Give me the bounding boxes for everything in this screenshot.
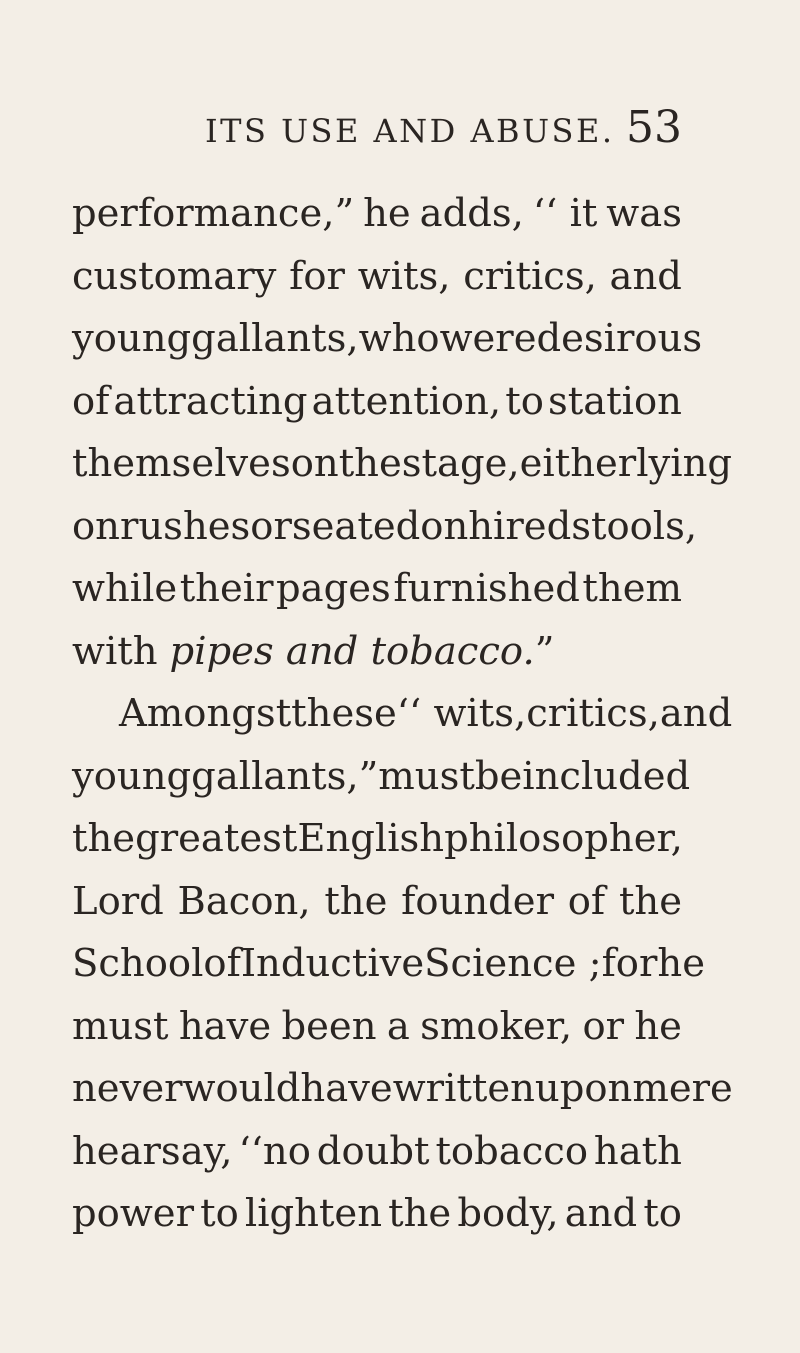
word: gallants,” [191,753,379,799]
word: or [250,503,292,549]
word: Amongst [119,691,292,736]
word: and [659,691,733,736]
word: smoker, [420,1003,573,1049]
word: greatest [135,816,298,861]
word: must [378,753,475,799]
word: mere [632,1066,733,1111]
word: hearsay, [72,1128,233,1174]
word: lighten [244,1191,382,1236]
word: the [388,1191,452,1236]
word: would [182,1066,301,1111]
word: a [386,1003,410,1049]
word: ‘‘no [238,1128,311,1174]
word: while [72,566,178,611]
text-line [72,621,682,684]
word: never [72,1066,183,1111]
word: of [72,378,110,424]
word: attention, [311,378,502,424]
word: founder [401,878,554,924]
word: have [300,1066,393,1111]
word: the [618,878,682,924]
word: were [439,316,537,361]
closing-quote: ” [534,628,555,674]
word: performance,” [72,191,355,236]
text-line [72,246,682,309]
word: ‘‘ it [532,191,598,236]
word: tobacco [435,1128,589,1174]
word: of [567,878,606,924]
word: pages [276,566,391,611]
text-line [72,308,703,371]
word: on [290,441,339,486]
text-line [72,371,682,434]
word: stools, [571,503,698,549]
word: the [338,441,402,486]
word: station [548,378,682,424]
word: or [582,1003,625,1049]
word: for [601,941,658,986]
word: English [297,816,445,861]
word: to [200,1191,239,1236]
word: adds, [419,191,524,236]
word: included [522,753,691,799]
word: lying [636,441,733,486]
word: on [72,503,120,549]
running-title: ITS USE AND ABUSE. [205,112,615,150]
word: gallants, [191,316,359,361]
word: with [72,628,158,674]
word: either [519,441,637,486]
word: been [281,1003,377,1049]
text-line [72,996,682,1059]
word: he [363,191,411,236]
word: must [72,1003,169,1049]
word: critics, [526,691,660,736]
word: rushes [119,503,251,549]
word: themselves [72,441,291,486]
word: of [203,941,241,986]
word: Science ; [424,941,602,986]
word: furnished [393,566,580,611]
word: who [358,316,440,361]
text-line [72,933,705,996]
word: hath [593,1128,682,1174]
text-line [72,808,682,871]
word: stage, [401,441,520,486]
word: philosopher, [444,816,683,861]
word: doubt [316,1128,430,1174]
word: School [72,941,204,986]
word: written [392,1066,535,1111]
word: on [420,503,469,549]
word: their [179,566,274,611]
text-line [72,496,698,559]
word: and [609,253,682,299]
word: wits, [357,253,451,299]
text-line [72,1121,682,1184]
word: Bacon, [177,878,311,924]
word: young [72,753,192,799]
word: these [291,691,397,736]
word: and [564,1191,638,1236]
text-line [72,746,691,809]
word: young [72,316,192,361]
word: hired [468,503,572,549]
word: the [324,878,388,924]
word: desirous [536,316,703,361]
text-line [72,558,682,621]
running-head [0,102,800,158]
text-line [72,871,682,934]
text-line [72,683,733,746]
word: upon [534,1066,633,1111]
page-number: 53 [626,102,682,153]
word: attracting [113,378,308,424]
word: to [505,378,544,424]
word: seated [291,503,421,549]
word: them [582,566,682,611]
word: be [474,753,523,799]
word: he [634,1003,682,1049]
body-text [72,183,733,1246]
word: Inductive [240,941,425,986]
word: was [606,191,682,236]
word: for [289,253,345,299]
word: ‘‘ wits, [396,691,527,736]
text-line [72,1058,733,1121]
word: to [643,1191,682,1236]
text-line [72,1183,682,1246]
word: Lord [72,878,164,924]
word: power [72,1191,194,1236]
word: have [178,1003,272,1049]
word: he [657,941,705,986]
word: the [72,816,136,861]
text-line [72,433,733,496]
word: critics, [463,253,597,299]
word: body, [457,1191,559,1236]
text-line [72,183,682,246]
word: customary [72,253,277,299]
italic-phrase: pipes and tobacco. [169,628,535,674]
